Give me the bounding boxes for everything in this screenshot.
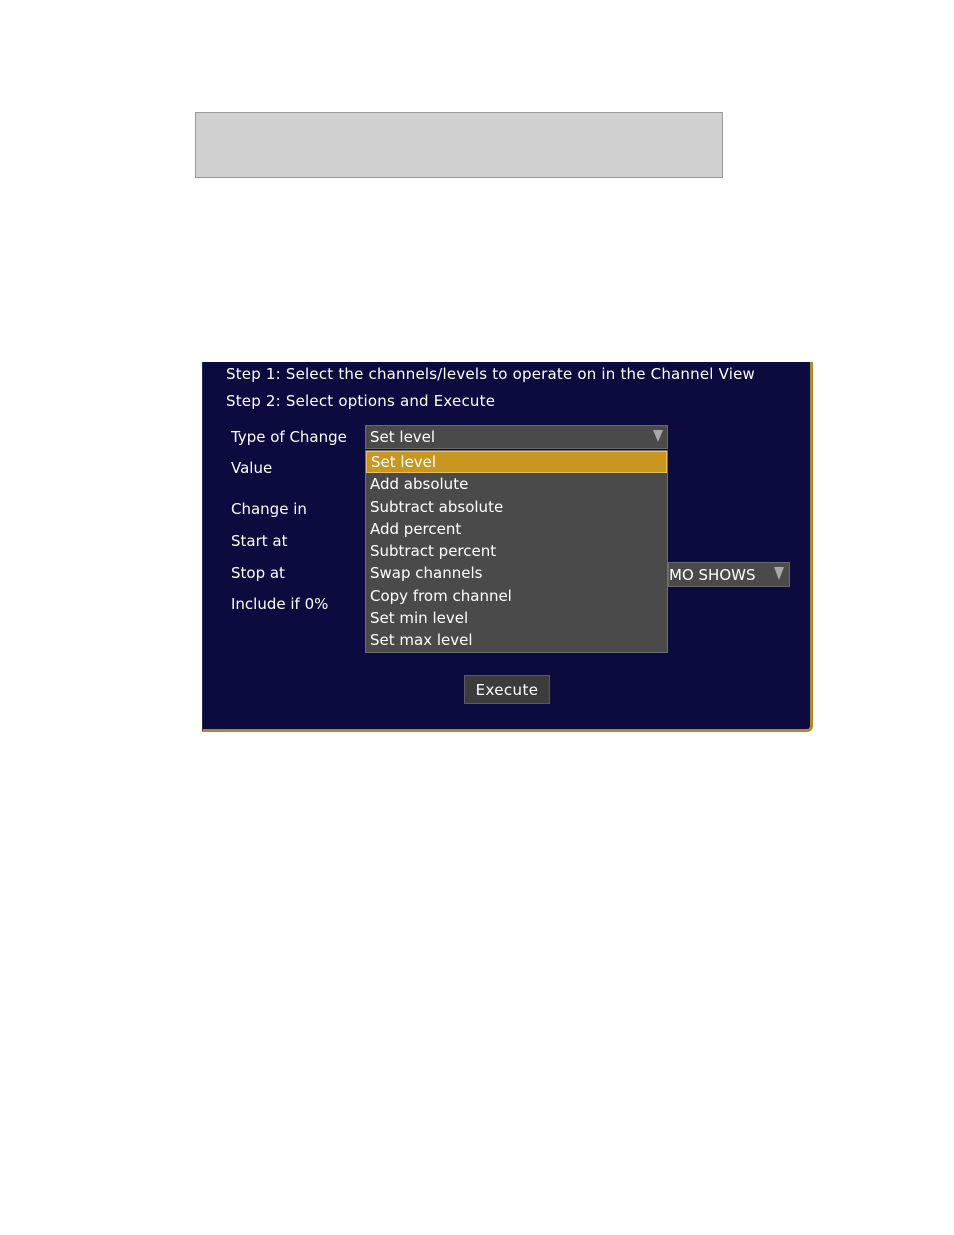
type-of-change-dropdown-list	[365, 450, 668, 653]
dropdown-arrow-icon	[774, 567, 784, 580]
channel-change-panel	[202, 362, 813, 732]
step-2-instruction: Step 2: Select options and Execute	[226, 392, 496, 410]
start-at-label: Start at	[231, 532, 288, 550]
option-subtract-absolute[interactable]: Subtract absolute	[370, 497, 504, 516]
stop-at-select[interactable]	[668, 562, 790, 587]
option-add-percent[interactable]: Add percent	[370, 519, 462, 538]
option-subtract-percent[interactable]: Subtract percent	[370, 542, 497, 561]
step-1-instruction: Step 1: Select the channels/levels to operate on in the Channel View	[226, 365, 756, 383]
stop-at-select-value: MO SHOWS	[669, 566, 756, 584]
option-copy-from-channel[interactable]: Copy from channel	[370, 586, 512, 605]
option-add-absolute[interactable]: Add absolute	[370, 475, 469, 494]
placeholder-box	[195, 112, 723, 178]
screenshot-frame	[202, 362, 815, 736]
type-of-change-label: Type of Change	[231, 428, 347, 446]
type-of-change-select[interactable]	[365, 425, 668, 449]
option-set-min-level[interactable]: Set min level	[370, 609, 469, 628]
execute-button[interactable]: Execute	[464, 675, 550, 704]
type-of-change-select-value: Set level	[370, 428, 436, 446]
option-set-level[interactable]: Set level	[366, 451, 667, 473]
value-label: Value	[231, 459, 273, 477]
dropdown-arrow-icon	[653, 430, 663, 442]
stop-at-label: Stop at	[231, 564, 285, 582]
include-if-zero-label: Include if 0%	[231, 595, 329, 613]
change-in-label: Change in	[231, 500, 307, 518]
option-swap-channels[interactable]: Swap channels	[370, 564, 483, 583]
option-set-max-level[interactable]: Set max level	[370, 631, 473, 650]
